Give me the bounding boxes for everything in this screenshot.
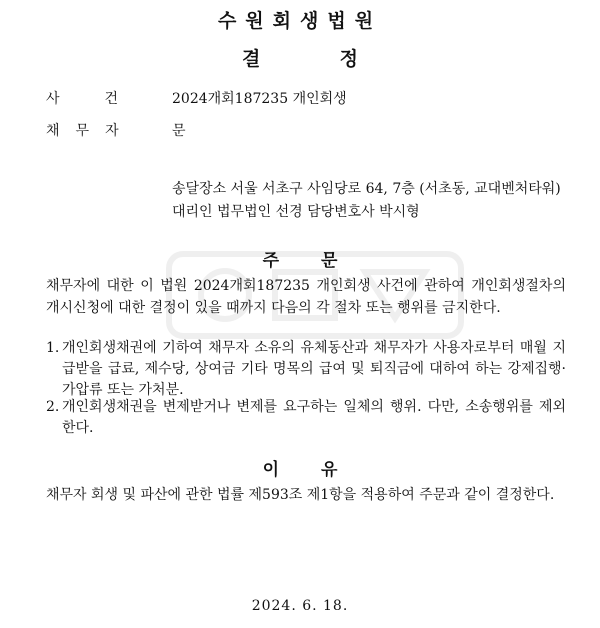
service-address: 송달장소 서울 서초구 사임당로 64, 7층 (서초동, 교대벤처타워) <box>172 181 561 197</box>
order-item-1 <box>46 338 566 401</box>
document-type-char-2: 정 <box>339 48 358 70</box>
reason-text: 채무자 회생 및 파산에 관한 법률 제593조 제1항을 적용하여 주문과 같이 결정한다. <box>46 487 555 503</box>
order-item-number: 2. <box>46 399 60 415</box>
legal-agent: 대리인 법무법인 선경 담당변호사 박시형 <box>172 204 420 220</box>
order-item-2 <box>46 397 566 439</box>
court-name: 수원회생법원 <box>217 10 383 32</box>
case-label: 사 건 <box>46 91 119 107</box>
order-item-number: 1. <box>46 340 60 356</box>
case-number: 2024개회187235 개인회생 <box>172 91 347 107</box>
order-item-text: 개인회생채권에 기하여 채무자 소유의 유체동산과 채무자가 사용자로부터 매월 지급받을 급료, 제수당, 상여금 기타 명목의 급여 및 퇴직금에 대하여 하는 강제집행·가압류 또는 가처분. <box>62 340 566 398</box>
debtor-name: 문 <box>172 123 186 139</box>
order-item-text: 개인회생채권을 변제받거나 변제를 요구하는 일체의 행위. 다만, 소송행위를 제외한다. <box>62 399 566 436</box>
decision-date: 2024. 6. 18. <box>251 598 349 614</box>
document-type <box>0 44 600 71</box>
debtor-label: 채 무 자 <box>46 123 119 139</box>
document-type-char-1: 결 <box>242 48 261 70</box>
order-intro: 채무자에 대한 이 법원 2024개회187235 개인회생 사건에 관하여 개인회생절차의 개시신청에 대한 결정이 있을 때까지 다음의 각 절차 또는 행위를 금지한다. <box>46 278 566 316</box>
order-heading: 주 문 <box>262 251 338 271</box>
reason-heading: 이 유 <box>262 460 338 480</box>
